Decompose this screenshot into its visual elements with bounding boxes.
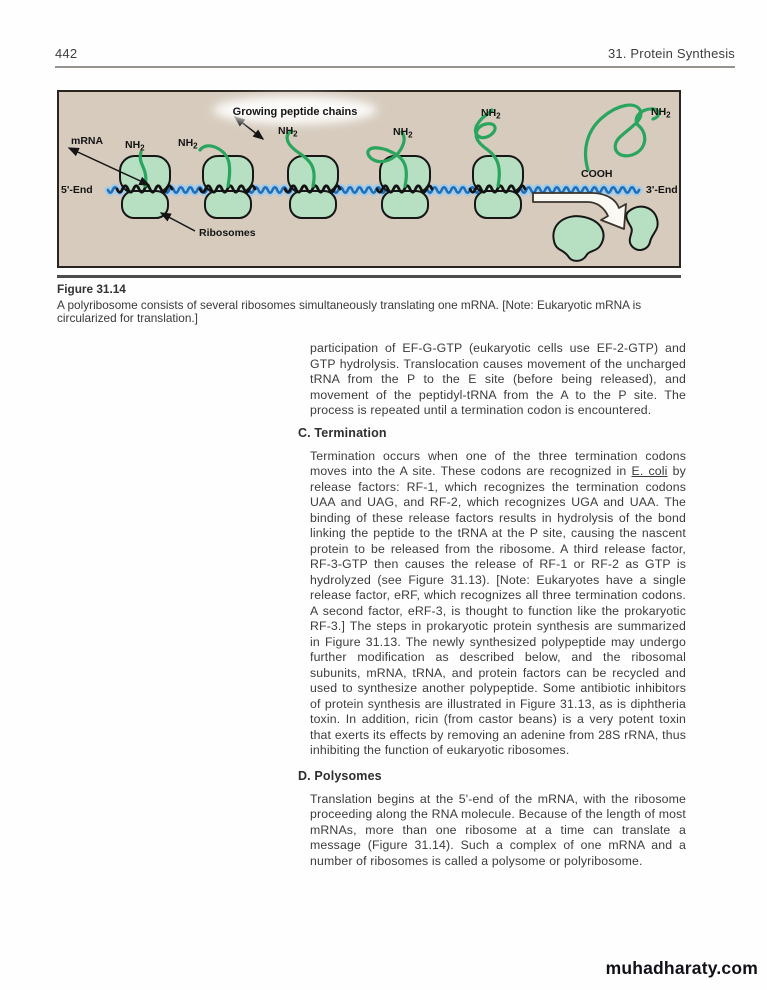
heading-termination: C. Termination	[298, 425, 387, 440]
dissociated-small-subunit	[626, 207, 657, 250]
termination-text-before: Termination occurs when one of the three termination codons moves into the A site. These codons are recognized in	[310, 448, 686, 478]
mrna-label: mRNA	[71, 135, 104, 147]
released-polypeptide	[586, 105, 659, 170]
page-header	[55, 46, 735, 61]
small-subunit	[382, 191, 428, 218]
nh2-label-6: $NH_2$	[651, 106, 671, 120]
dissociated-large-subunit	[553, 216, 603, 261]
figure-caption	[57, 283, 679, 326]
paragraph-polysomes: Translation begins at the 5'-end of the mRNA, with the ribosome proceeding along the RNA molecule. Because of the length of most mRNAs, more than one ribosome at a time can translate a message (Figure 31.14). Such a complex of one mRNA and a number of ribosomes is called a polysome or polyribosome.	[310, 791, 686, 868]
nh2-label-2: $NH_2$	[178, 137, 198, 151]
small-subunit	[475, 191, 521, 218]
figure-divider-rule	[57, 275, 681, 278]
e-coli-underlined: E. coli	[631, 464, 668, 478]
nh2-label-4: $NH_2$	[393, 126, 413, 140]
watermark: muhadharaty.com	[605, 958, 758, 978]
body-text-column	[298, 341, 686, 876]
nh2-label-1: $NH_2$	[125, 139, 145, 153]
heading-polysomes: D. Polysomes	[298, 768, 382, 783]
termination-text-after: by release factors: RF-1, which recognizes the termination codons UAA and UAG, and RF-2, which recognizes UGA and UAA. The binding of these release factors results in hydrolysis of the bond linking the peptide to the tRNA at the P site, causing the nascent protein to be released from the ribosome. A third release factor, RF-3-GTP then causes the release of RF-1 or RF-2 as GTP is hydrolyzed (see Figure 31.13). [Note: Eukaryotes have a single release factor, eRF, which recognizes all three termination codons. A second factor, eRF-3, is thought to function like the prokaryotic RF-3.] The steps in prokaryotic protein synthesis are summarized in Figure 31.13. The newly synthesized polypeptide may undergo further modification as described below, and the ribosomal subunits, mRNA, tRNA, and protein factors can be recycled and used to synthesize another polypeptide. Some antibiotic inhibitors of protein synthesis are illustrated in Figure 31.13, as is diphtheria toxin. In addition, ricin (from castor beans) is a very potent toxin that exerts its effects by removing an adenine from 28S rRNA, thus inhibiting the function of eukaryotic ribosomes.	[310, 464, 686, 757]
polyribosome-diagram	[57, 90, 681, 268]
paragraph-termination	[310, 449, 686, 759]
figure-panel	[57, 90, 681, 268]
three-prime-end-label: 3'-End	[646, 184, 678, 196]
figure-caption-title: Figure 31.14	[57, 282, 126, 296]
page-number: 442	[55, 46, 78, 61]
small-subunit	[205, 191, 251, 218]
small-subunit	[290, 191, 336, 218]
chapter-title: 31. Protein Synthesis	[607, 46, 735, 61]
nh2-label-5: $NH_2$	[481, 107, 501, 121]
ribosomes-label: Ribosomes	[199, 227, 256, 239]
five-prime-end-label: 5'-End	[61, 184, 93, 196]
growing-peptide-chains-label: Growing peptide chains	[232, 106, 358, 118]
paragraph-translocation: participation of EF-G-GTP (eukaryotic cells use EF-2-GTP) and GTP hydrolysis. Translocation causes movement of the uncharged tRNA from the P to the E site (before being released), and movement of the peptidyl-tRNA from the A to the P site. The process is repeated until a termination codon is encountered.	[310, 341, 686, 417]
ribosomes-pointer-arrow	[161, 213, 195, 231]
cooh-label: COOH	[581, 168, 613, 180]
small-subunit	[122, 191, 168, 218]
header-rule	[55, 66, 735, 68]
figure-caption-text: A polyribosome consists of several ribosomes simultaneously translating one mRNA. [Note: Eukaryotic mRNA is circularized for translation.]	[57, 297, 642, 325]
nh2-label-3: $NH_2$	[278, 125, 298, 139]
